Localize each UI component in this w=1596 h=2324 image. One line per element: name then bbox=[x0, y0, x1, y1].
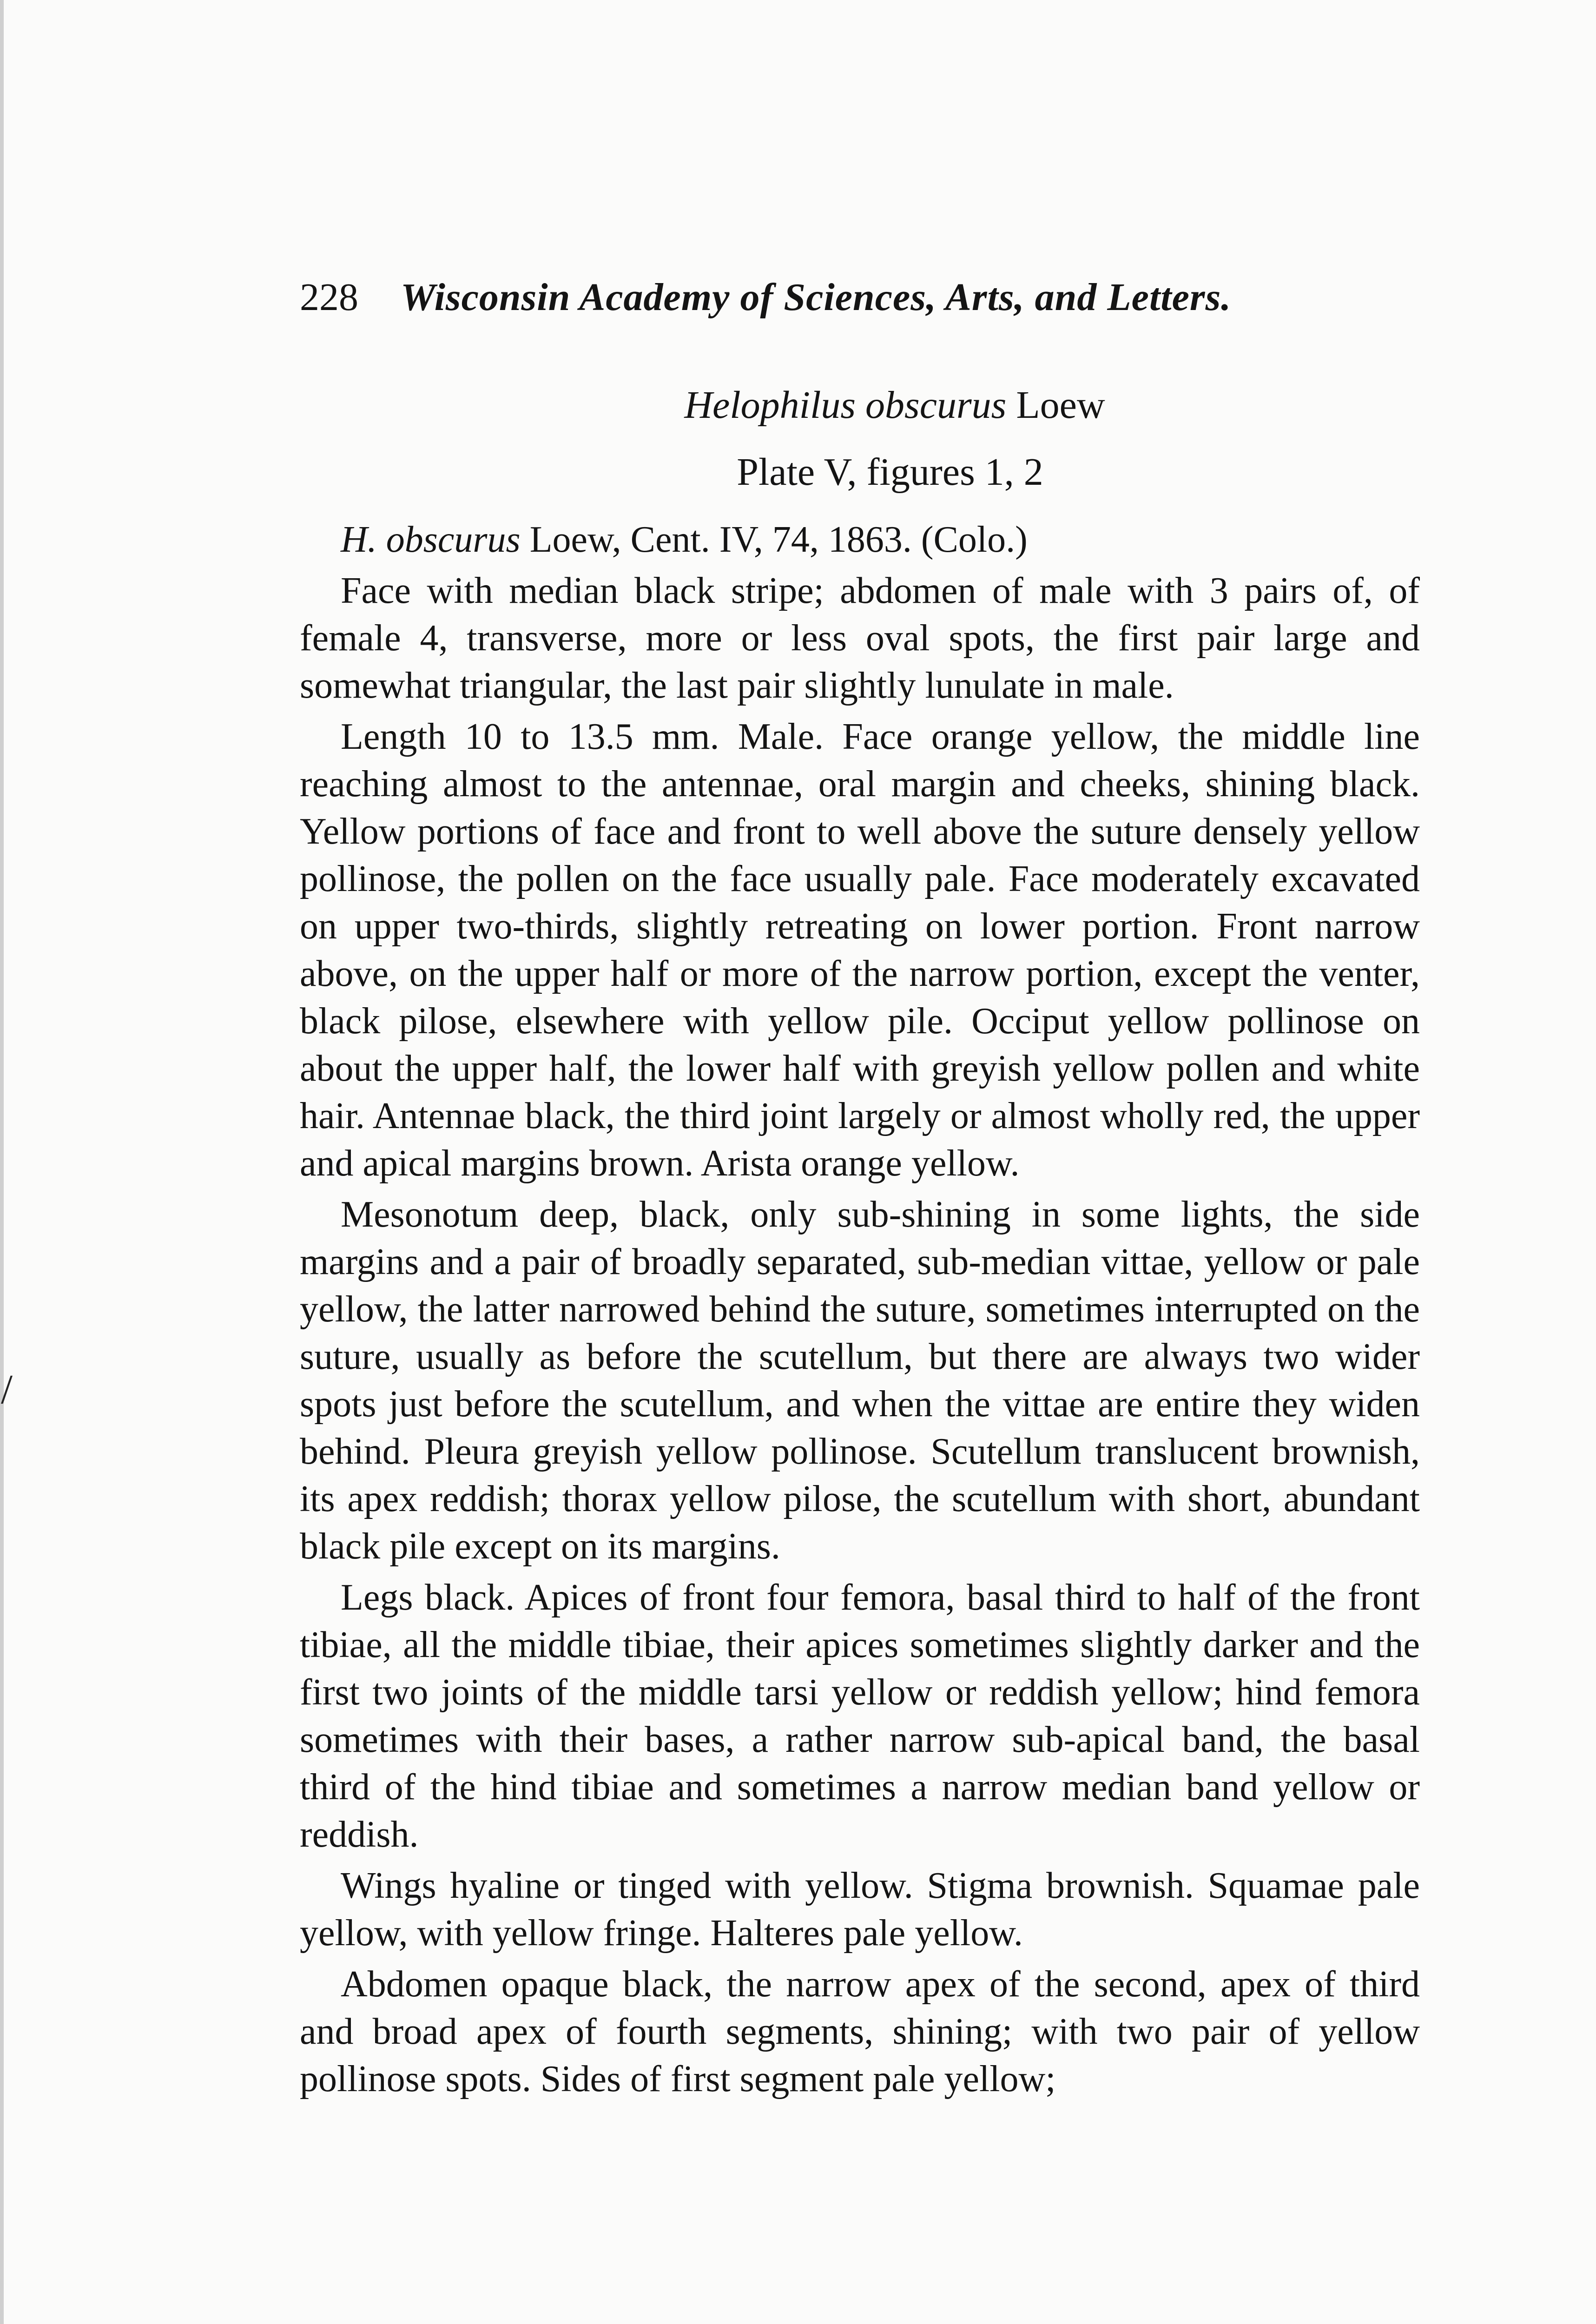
journal-title: Wisconsin Academy of Sciences, Arts, and Letters. bbox=[401, 276, 1232, 319]
synonym-citation: Loew, Cent. IV, 74, 1863. (Colo.) bbox=[529, 519, 1028, 560]
legs-description-paragraph: Legs black. Apices of front four femora, basal third to half of the front tibiae, all the middle tibiae, their apices sometimes slightly darker and the first two joints of the middle tarsi yellow or reddish yellow; hind femora sometimes with their bases, a rather narrow sub-apical band, the basal third of the hind tibiae and sometimes a narrow median band yellow or reddish. bbox=[300, 1577, 1420, 1855]
scan-left-edge bbox=[0, 0, 4, 2324]
abdomen-description-paragraph: Abdomen opaque black, the narrow apex of the second, apex of third and broad apex of fourth segments, shining; with two pair of yellow pollinose spots. Sides of first segment pale yellow; bbox=[300, 1964, 1420, 2100]
running-head bbox=[300, 274, 1420, 321]
head-description-paragraph: Length 10 to 13.5 mm. Male. Face orange yellow, the middle line reaching almost to the antennae, oral margin and cheeks, shining black. Yellow portions of face and front to well above the suture densely yellow pollinose, the pollen on the face usually pale. Face moderately excavated on upper two-thirds, slightly retreating on lower portion. Front narrow above, on the upper half or more of the narrow portion, except the venter, black pilose, elsewhere with yellow pile. Occiput yellow pollinose on about the upper half, the lower half with greyish yellow pollen and white hair. Antennae black, the third joint largely or almost wholly red, the upper and apical margins brown. Arista orange yellow. bbox=[300, 716, 1420, 1184]
plate-reference: Plate V, figures 1, 2 bbox=[737, 450, 1043, 494]
thorax-description-paragraph: Mesonotum deep, black, only sub-shining in some lights, the side margins and a pair of broadly separated, sub-median vittae, yellow or pale yellow, the latter narrowed behind the suture, sometimes interrupted on the suture, usually as before the scutellum, but there are always two wider spots just before the scutellum, and when the vittae are entire they widen behind. Pleura greyish yellow pollinose. Scutellum translucent brownish, its apex reddish; thorax yellow pilose, the scutellum with short, abundant black pile except on its margins. bbox=[300, 1194, 1420, 1567]
wings-description-paragraph: Wings hyaline or tinged with yellow. Stigma brownish. Squamae pale yellow, with yellow fringe. Halteres pale yellow. bbox=[300, 1865, 1420, 1954]
synonymy-paragraph bbox=[300, 516, 1420, 563]
species-binomial: Helophilus obscurus bbox=[684, 383, 1007, 427]
synonym-name: H. obscurus bbox=[341, 519, 521, 560]
page-number: 228 bbox=[300, 276, 358, 319]
text-block bbox=[300, 274, 1420, 2103]
margin-mark: / bbox=[1, 1367, 13, 1413]
species-author: Loew bbox=[1016, 383, 1105, 427]
species-heading bbox=[300, 382, 1420, 429]
diagnosis-paragraph: Face with median black stripe; abdomen of male with 3 pairs of, of female 4, transverse, more or less oval spots, the first pair large and somewhat triangular, the last pair slightly lunulate in male. bbox=[300, 570, 1420, 706]
